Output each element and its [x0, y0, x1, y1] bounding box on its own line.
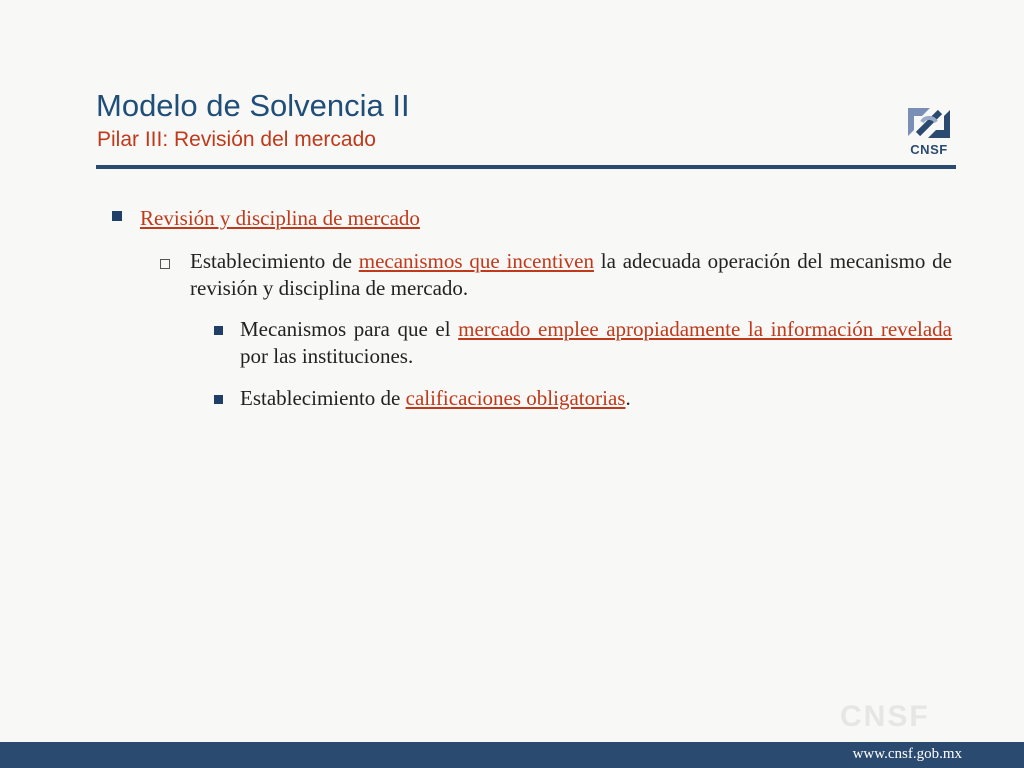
- bullet-level2: [190, 248, 952, 302]
- level3b-link[interactable]: calificaciones obligatorias: [405, 386, 626, 410]
- bullet-square-icon: [214, 395, 223, 404]
- level2-link[interactable]: mecanismos que incentiven: [358, 249, 594, 273]
- cnsf-logo: [900, 104, 958, 160]
- bullet-level3-a: [240, 316, 952, 370]
- level3b-pre: Establecimiento de: [240, 386, 406, 410]
- level3b-post: .: [625, 386, 631, 410]
- level3a-pre: Mecanismos para que el: [240, 317, 459, 341]
- cnsf-logo-icon: [900, 104, 958, 142]
- footer-bar: [0, 742, 1024, 768]
- bullet-hollow-square-icon: [160, 259, 170, 269]
- logo-text: CNSF: [910, 142, 948, 157]
- slide-title: Modelo de Solvencia II: [96, 88, 410, 123]
- level2-pre: Establecimiento de: [190, 249, 359, 273]
- level3a-link[interactable]: mercado emplee apropiadamente la información revelada: [458, 317, 952, 341]
- title-divider: [96, 165, 956, 169]
- bullet-square-icon: [112, 211, 122, 221]
- level3a-post: por las instituciones.: [240, 344, 414, 368]
- footer-url-link[interactable]: www.cnsf.gob.mx: [852, 746, 962, 762]
- cnsf-watermark: CNSF: [840, 700, 930, 733]
- level2-post: la adecuada operación del mecanismo de revisión y disciplina de mercado.: [190, 249, 952, 300]
- slide-subtitle: Pilar III: Revisión del mercado: [97, 128, 376, 151]
- bullet-level3-b: [240, 385, 631, 412]
- bullet-level1: [140, 205, 420, 232]
- bullet-square-icon: [214, 326, 223, 335]
- level1-link[interactable]: Revisión y disciplina de mercado: [140, 206, 420, 230]
